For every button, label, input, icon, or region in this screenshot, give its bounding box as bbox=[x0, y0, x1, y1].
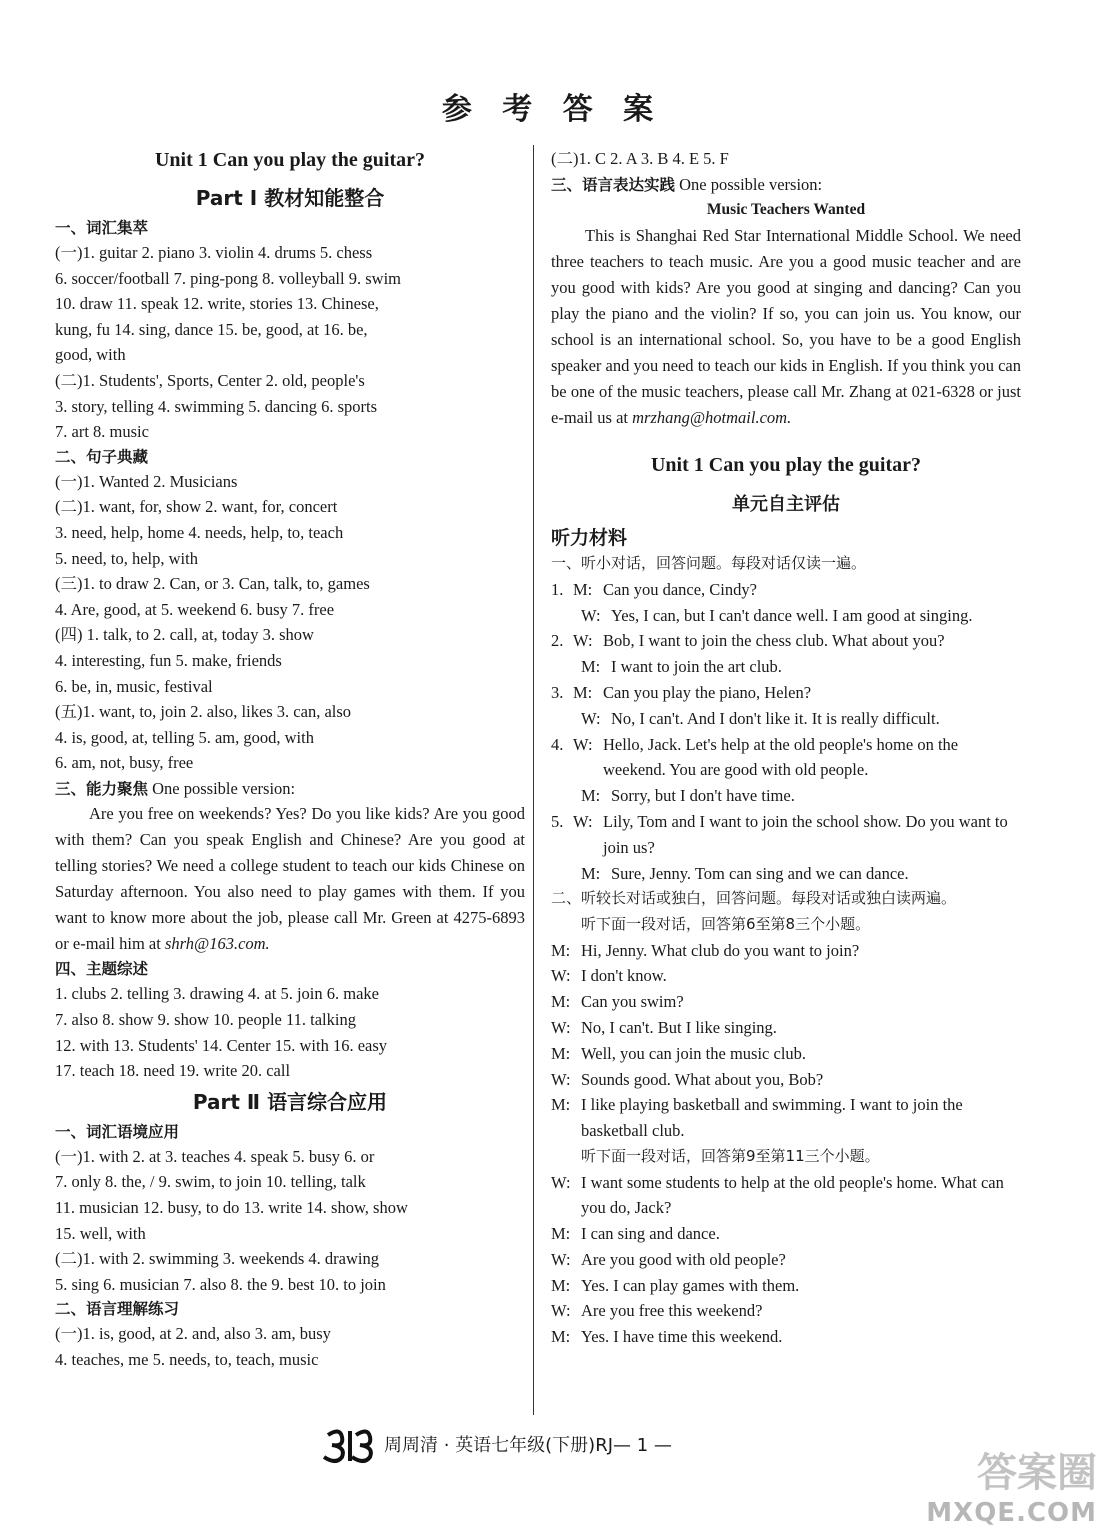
answer-line: (二)1. Students', Sports, Center 2. old, people's bbox=[55, 370, 365, 390]
dialog-line bbox=[551, 1015, 1021, 1041]
essay-text: Are you free on weekends? Yes? Do you like kids? Are you good with them? Can you speak English and Chinese? Are you good at telling stories? We need a college student to teach our kids Chinese on Saturday afternoon. You also need to play games with them. If you want to know more about the job, please call Mr. Green at 4275-6893 or e-mail him at bbox=[55, 804, 525, 954]
dialog-text: Are you free this weekend? bbox=[581, 1301, 763, 1321]
dialog-text: No, I can't. And I don't like it. It is really difficult. bbox=[611, 708, 940, 728]
dialog-line bbox=[551, 1092, 1021, 1144]
answer-line: kung, fu 14. sing, dance 15. be, good, at 16. be, bbox=[55, 319, 368, 339]
answer-line: 11. musician 12. busy, to do 13. write 14. show, show bbox=[55, 1198, 408, 1218]
dialog-line bbox=[551, 809, 1021, 861]
answer-line: 6. be, in, music, festival bbox=[55, 676, 213, 696]
long-dialog-2 bbox=[551, 1170, 1021, 1351]
speaker-label: W: bbox=[551, 1172, 571, 1192]
answer-line: 10. draw 11. speak 12. write, stories 13. Chinese, bbox=[55, 294, 379, 314]
dialog-line bbox=[551, 1273, 1021, 1299]
right-column bbox=[551, 140, 1021, 1350]
answer-line: 5. need, to, help, with bbox=[55, 548, 198, 568]
dialog-line bbox=[551, 1170, 1021, 1222]
dialog-text: I want to join the art club. bbox=[611, 657, 782, 677]
speaker-label: W: bbox=[573, 734, 593, 754]
section-3-header bbox=[551, 172, 1021, 198]
speaker-label: W: bbox=[551, 1017, 571, 1037]
essay-email: shrh@163.com. bbox=[164, 934, 270, 954]
section-heading: 三、语言表达实践 bbox=[551, 175, 676, 194]
dialog-text: I want some students to help at the old people's home. What can you do, Jack? bbox=[581, 1172, 1004, 1218]
speaker-label: W: bbox=[581, 605, 601, 625]
dialog-text: I like playing basketball and swimming. I want to join the basketball club. bbox=[581, 1095, 963, 1141]
watermark bbox=[907, 1448, 1097, 1528]
dialog-line bbox=[551, 603, 1021, 629]
dialog-line bbox=[551, 1324, 1021, 1350]
answer-line: 7. art 8. music bbox=[55, 422, 149, 442]
speaker-label: M: bbox=[581, 786, 601, 806]
dialog-text: No, I can't. But I like singing. bbox=[581, 1017, 777, 1037]
dialog-text: Yes. I have time this weekend. bbox=[581, 1327, 783, 1347]
dialog-line bbox=[551, 1298, 1021, 1324]
dialog-text: Hi, Jenny. What club do you want to join? bbox=[581, 940, 860, 960]
answer-line: 4. teaches, me 5. needs, to, teach, music bbox=[55, 1350, 319, 1369]
dialog-text: Can you swim? bbox=[581, 992, 684, 1012]
answer-line: 1. clubs 2. telling 3. drawing 4. at 5. join 6. make bbox=[55, 984, 379, 1004]
theme-answers bbox=[55, 981, 525, 1083]
dialog-number: 5. bbox=[551, 811, 564, 831]
answer-line: 5. sing 6. musician 7. also 8. the 9. best 10. to join bbox=[55, 1274, 386, 1294]
dialog-line bbox=[551, 706, 1021, 732]
dialog-intro: 听下面一段对话，回答第6至第8三个小题。 bbox=[581, 914, 871, 933]
answer-line: 3. story, telling 4. swimming 5. dancing 6. sports bbox=[55, 396, 378, 416]
speaker-label: W: bbox=[551, 966, 571, 986]
dialog-line bbox=[551, 732, 1021, 784]
answer-line: 7. only 8. the, / 9. swim, to join 10. telling, talk bbox=[55, 1172, 366, 1192]
dialog-text: Yes, I can, but I can't dance well. I am good at singing. bbox=[611, 605, 973, 625]
dialog-text: Bob, I want to join the chess club. What about you? bbox=[603, 631, 945, 651]
section-heading: 二、语言理解练习 bbox=[55, 1300, 180, 1319]
sample-essay bbox=[55, 801, 525, 957]
watermark-url: MXQE.COM bbox=[926, 1498, 1097, 1528]
assessment-title: 单元自主评估 bbox=[732, 494, 840, 516]
answer-line: 4. interesting, fun 5. make, friends bbox=[55, 650, 282, 670]
section-heading: 二、句子典藏 bbox=[55, 447, 149, 466]
answer-line: 15. well, with bbox=[55, 1223, 146, 1243]
speaker-label: W: bbox=[551, 1301, 571, 1321]
dialog-text: Sure, Jenny. Tom can sing and we can dance. bbox=[611, 863, 909, 883]
speaker-label: M: bbox=[551, 1095, 571, 1115]
speaker-label: M: bbox=[551, 1275, 571, 1295]
answer-line: (二)1. C 2. A 3. B 4. E 5. F bbox=[551, 149, 729, 168]
speaker-label: M: bbox=[573, 579, 593, 599]
dialog-number: 1. bbox=[551, 579, 564, 599]
section-heading: 二、听较长对话或独白，回答问题。每段对话或独白读两遍。 bbox=[551, 889, 957, 908]
dialog-number: 3. bbox=[551, 682, 564, 702]
dialog-line bbox=[551, 1067, 1021, 1093]
answer-line: 12. with 13. Students' 14. Center 15. with 16. easy bbox=[55, 1035, 388, 1055]
part-1-title: Part Ⅰ 教材知能整合 bbox=[195, 186, 385, 210]
page-title: 参 考 答 案 bbox=[441, 92, 664, 127]
speaker-label: M: bbox=[551, 940, 571, 960]
section-heading: 一、听小对话，回答问题。每段对话仅读一遍。 bbox=[551, 554, 867, 573]
footer-text: 周周清 · 英语七年级(下册)RJ— 1 — bbox=[384, 1435, 672, 1456]
answer-line: 4. is, good, at, telling 5. am, good, with bbox=[55, 727, 314, 747]
essay-email: mrzhang@hotmail.com. bbox=[632, 408, 792, 428]
dialog-text: I don't know. bbox=[581, 966, 667, 986]
dialog-number bbox=[551, 654, 573, 680]
dialog-line bbox=[551, 577, 1021, 603]
vocab-answers bbox=[55, 240, 525, 445]
unit-title: Unit 1 Can you play the guitar? bbox=[650, 454, 922, 477]
part-2-title: Part Ⅱ 语言综合应用 bbox=[192, 1089, 388, 1114]
speaker-label: M: bbox=[551, 1224, 571, 1244]
listening-heading: 听力材料 bbox=[551, 527, 628, 550]
answer-line: 6. am, not, busy, free bbox=[55, 753, 194, 773]
speaker-label: M: bbox=[551, 1327, 571, 1347]
unit-title: Unit 1 Can you play the guitar? bbox=[154, 149, 426, 171]
section-3-header bbox=[55, 776, 525, 802]
answer-line: (一)1. is, good, at 2. and, also 3. am, busy bbox=[55, 1324, 331, 1344]
dialog-text: Sounds good. What about you, Bob? bbox=[581, 1069, 824, 1089]
context-vocab-answers bbox=[55, 1144, 525, 1298]
dialog-line bbox=[551, 861, 1021, 887]
answer-line: (三)1. to draw 2. Can, or 3. Can, talk, to, games bbox=[55, 574, 370, 594]
publisher-logo-icon bbox=[320, 1425, 380, 1465]
dialog-intro: 听下面一段对话，回答第9至第11三个小题。 bbox=[581, 1146, 880, 1165]
version-label: One possible version: bbox=[679, 174, 823, 194]
speaker-label: W: bbox=[551, 1249, 571, 1269]
dialog-text: Can you play the piano, Helen? bbox=[603, 682, 812, 702]
dialog-line bbox=[551, 1041, 1021, 1067]
dialog-text: Lily, Tom and I want to join the school show. Do you want to join us? bbox=[603, 811, 1008, 857]
long-dialog-1 bbox=[551, 938, 1021, 1144]
speaker-label: M: bbox=[551, 992, 571, 1012]
comprehension-answers bbox=[55, 1321, 525, 1372]
answer-line: 17. teach 18. need 19. write 20. call bbox=[55, 1061, 291, 1081]
speaker-label: M: bbox=[581, 657, 601, 677]
dialog-text: Can you dance, Cindy? bbox=[603, 579, 757, 599]
dialog-text: Are you good with old people? bbox=[581, 1249, 786, 1269]
speaker-label: M: bbox=[581, 863, 601, 883]
section-heading: 一、词汇语境应用 bbox=[55, 1122, 180, 1141]
dialog-number: 4. bbox=[551, 734, 564, 754]
answer-line: (一)1. with 2. at 3. teaches 4. speak 5. busy 6. or bbox=[55, 1146, 375, 1166]
speaker-label: W: bbox=[573, 631, 593, 651]
answer-line: (二)1. want, for, show 2. want, for, concert bbox=[55, 497, 338, 517]
left-column bbox=[55, 140, 525, 1373]
dialog-line bbox=[551, 989, 1021, 1015]
dialog-line bbox=[551, 628, 1021, 654]
answer-line: 3. need, help, home 4. needs, help, to, teach bbox=[55, 522, 344, 542]
watermark-logo: 答案圈 bbox=[977, 1450, 1097, 1496]
speaker-label: W: bbox=[573, 811, 593, 831]
dialog-line bbox=[551, 963, 1021, 989]
speaker-label: W: bbox=[551, 1069, 571, 1089]
dialog-line bbox=[551, 938, 1021, 964]
version-label: One possible version: bbox=[152, 778, 296, 798]
dialog-line bbox=[551, 654, 1021, 680]
answer-line: (四) 1. talk, to 2. call, at, today 3. show bbox=[55, 625, 314, 645]
answer-line: (二)1. with 2. swimming 3. weekends 4. drawing bbox=[55, 1249, 379, 1269]
dialog-number bbox=[551, 603, 573, 629]
essay-text: This is Shanghai Red Star International Middle School. We need three teachers to teach music. Are you a good music teacher and are you good with kids? Are you good at singing and dancing? Can you play the piano and the violin? If so, you can join us. You know, our school is an international school. So, you have to be a good English speaker and you need to teach our kids in English. If you think you can be one of the music teachers, please call Mr. Zhang at 021-6328 or just e-mail us at bbox=[551, 226, 1021, 428]
speaker-label: M: bbox=[551, 1043, 571, 1063]
section-heading: 一、词汇集萃 bbox=[55, 219, 149, 237]
dialog-number: 2. bbox=[551, 631, 564, 651]
dialog-line bbox=[551, 680, 1021, 706]
dialog-text: Hello, Jack. Let's help at the old people's home on the weekend. You are good with old people. bbox=[603, 734, 959, 780]
answer-line: good, with bbox=[55, 345, 126, 365]
dialog-line bbox=[551, 783, 1021, 809]
column-divider bbox=[533, 145, 534, 1415]
dialog-number bbox=[551, 706, 573, 732]
speaker-label: M: bbox=[573, 682, 593, 702]
dialog-line bbox=[551, 1221, 1021, 1247]
answer-line: (五)1. want, to, join 2. also, likes 3. can, also bbox=[55, 702, 352, 722]
speaker-label: W: bbox=[581, 708, 601, 728]
dialog-text: Well, you can join the music club. bbox=[581, 1043, 807, 1063]
dialog-text: Sorry, but I don't have time. bbox=[611, 786, 795, 806]
short-dialogs bbox=[551, 577, 1021, 887]
dialog-line bbox=[551, 1247, 1021, 1273]
answer-line: 4. Are, good, at 5. weekend 6. busy 7. free bbox=[55, 599, 335, 619]
dialog-text: Yes. I can play games with them. bbox=[581, 1275, 800, 1295]
sample-essay bbox=[551, 223, 1021, 431]
answer-line: 6. soccer/football 7. ping-pong 8. volleyball 9. swim bbox=[55, 268, 401, 288]
dialog-number bbox=[551, 861, 573, 887]
sentence-answers bbox=[55, 469, 525, 776]
answer-line: (一)1. guitar 2. piano 3. violin 4. drums 5. chess bbox=[55, 243, 373, 262]
dialog-text: I can sing and dance. bbox=[581, 1224, 720, 1244]
answer-line: 7. also 8. show 9. show 10. people 11. talking bbox=[55, 1010, 356, 1030]
essay-title: Music Teachers Wanted bbox=[706, 201, 866, 219]
answer-line: (一)1. Wanted 2. Musicians bbox=[55, 471, 238, 491]
section-heading: 四、主题综述 bbox=[55, 960, 149, 979]
section-heading: 三、能力聚焦 bbox=[55, 779, 149, 798]
dialog-number bbox=[551, 783, 573, 809]
